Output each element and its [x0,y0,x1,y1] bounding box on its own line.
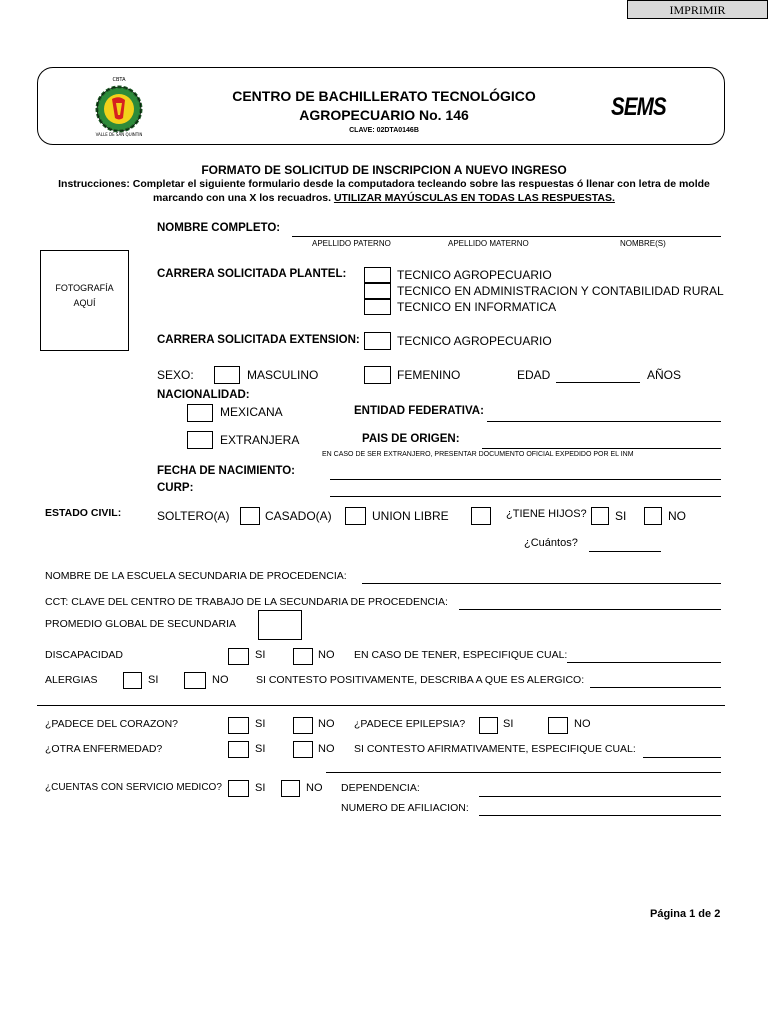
entidad-field[interactable] [487,421,721,422]
discapacidad-si-label: SI [255,649,266,661]
alergias-field[interactable] [590,687,721,688]
nombre-label: NOMBRE COMPLETO: [157,222,281,234]
instructions-line1: Instrucciones: Completar el siguiente formulario desde la computadora tecleando sobre las respuestas ó llenar con letra de molde [58,178,710,190]
instructions-underlined: UTILIZAR MAYÚSCULAS EN TODAS LAS RESPUESTAS. [333,192,615,204]
corazon-label: ¿PADECE DEL CORAZON? [45,718,179,730]
apellido-paterno-label: APELLIDO PATERNO [312,239,391,248]
servicio-no-checkbox[interactable] [281,780,300,797]
mexicana-label: MEXICANA [220,405,283,419]
masculino-checkbox[interactable] [214,366,240,384]
extranjera-label: EXTRANJERA [220,433,300,447]
otra-si-label: SI [255,743,266,755]
cct-field[interactable] [459,609,721,610]
extranjero-note: EN CASO DE SER EXTRANJERO, PRESENTAR DOCUMENTO OFICIAL EXPEDIDO POR EL INM [322,451,634,458]
page-number: Página 1 de 2 [650,908,721,920]
header-title-line1: CENTRO DE BACHILLERATO TECNOLÓGICO [232,88,536,104]
soltero-checkbox[interactable] [240,507,260,525]
afiliacion-field[interactable] [479,815,721,816]
carrera-option-2: TECNICO EN ADMINISTRACION Y CONTABILIDAD RURAL [397,284,724,298]
corazon-no-checkbox[interactable] [293,717,313,734]
alergias-si-checkbox[interactable] [123,672,142,689]
svg-text:CBTA: CBTA [112,77,126,83]
discapacidad-no-checkbox[interactable] [293,648,313,665]
promedio-label: PROMEDIO GLOBAL DE SECUNDARIA [45,618,236,630]
afiliacion-label: NUMERO DE AFILIACION: [341,802,469,814]
otra-especifique: SI CONTESTO AFIRMATIVAMENTE, ESPECIFIQUE CUAL: [354,743,636,755]
union-libre-label: UNION LIBRE [372,509,449,523]
cct-label: CCT: CLAVE DEL CENTRO DE TRABAJO DE LA SECUNDARIA DE PROCEDENCIA: [45,596,448,608]
epilepsia-no-label: NO [574,718,591,730]
carrera-option-3: TECNICO EN INFORMATICA [397,300,557,314]
otra-no-checkbox[interactable] [293,741,313,758]
hijos-no-label: NO [668,509,686,523]
svg-text:VALLE DE SAN QUINTIN: VALLE DE SAN QUINTIN [95,132,143,137]
sexo-label: SEXO: [157,368,194,382]
mexicana-checkbox[interactable] [187,404,213,422]
alergias-si-label: SI [148,674,159,686]
sems-logo: SEMS [611,93,666,121]
alergias-label: ALERGIAS [45,674,98,686]
nombre-field[interactable] [292,236,721,237]
edad-field[interactable] [556,382,640,383]
photo-label-line2: AQUÍ [73,298,96,308]
corazon-si-checkbox[interactable] [228,717,249,734]
alergias-no-checkbox[interactable] [184,672,206,689]
otra-enfermedad-label: ¿OTRA ENFERMEDAD? [45,743,163,755]
hijos-no-checkbox[interactable] [644,507,662,525]
fecha-label: FECHA DE NACIMIENTO: [157,465,295,477]
carrera-agropecuario-checkbox[interactable] [364,267,391,283]
casado-label: CASADO(A) [265,509,332,523]
epilepsia-label: ¿PADECE EPILEPSIA? [354,718,466,730]
photo-label-line1: FOTOGRAFÍA [55,283,114,293]
discapacidad-si-checkbox[interactable] [228,648,249,665]
epilepsia-si-label: SI [503,718,514,730]
femenino-label: FEMENINO [397,368,461,382]
hijos-si-label: SI [615,509,627,523]
otra-no-label: NO [318,743,335,755]
carrera-option-1: TECNICO AGROPECUARIO [397,268,552,282]
anos-label: AÑOS [647,368,682,382]
dependencia-field[interactable] [479,796,721,797]
carrera-extension-label: CARRERA SOLICITADA EXTENSION: [157,334,360,346]
cuantos-field[interactable] [589,551,661,552]
pais-label: PAIS DE ORIGEN: [362,433,460,445]
servicio-si-checkbox[interactable] [228,780,249,797]
instructions-plain: marcando con una X los recuadros. [153,192,334,204]
discapacidad-label: DISCAPACIDAD [45,649,123,661]
nombres-label: NOMBRE(S) [620,239,666,248]
hijos-si-checkbox[interactable] [591,507,609,525]
cuantos-label: ¿Cuántos? [524,537,578,549]
print-button[interactable]: IMPRIMIR [627,0,768,19]
escuela-label: NOMBRE DE LA ESCUELA SECUNDARIA DE PROCEDENCIA: [45,570,347,582]
alergias-describa: SI CONTESTO POSITIVAMENTE, DESCRIBA A QUE ES ALERGICO: [256,674,585,686]
promedio-field[interactable] [258,610,302,640]
carrera-extension-option: TECNICO AGROPECUARIO [397,334,552,348]
epilepsia-si-checkbox[interactable] [479,717,498,734]
alergias-no-label: NO [212,674,229,686]
escuela-field[interactable] [362,583,721,584]
masculino-label: MASCULINO [247,368,319,382]
entidad-label: ENTIDAD FEDERATIVA: [354,405,484,417]
discapacidad-field[interactable] [567,662,721,663]
corazon-si-label: SI [255,718,266,730]
curp-field[interactable] [330,496,721,497]
union-libre-checkbox[interactable] [471,507,491,525]
discapacidad-no-label: NO [318,649,335,661]
otra-field-1[interactable] [643,757,721,758]
instructions-line2 [0,192,768,204]
servicio-si-label: SI [255,782,266,794]
fecha-field[interactable] [330,479,721,480]
otra-field-2[interactable] [326,772,721,773]
tiene-hijos-label: ¿TIENE HIJOS? [506,508,587,520]
header-clave: CLAVE: 02DTA0146B [349,127,419,134]
curp-label: CURP: [157,482,194,494]
carrera-administracion-checkbox[interactable] [364,283,391,299]
pais-field[interactable] [482,448,721,449]
section-divider [37,705,725,706]
discapacidad-especifique: EN CASO DE TENER, ESPECIFIQUE CUAL: [354,649,568,661]
estado-civil-label: ESTADO CIVIL: [45,507,122,519]
apellido-materno-label: APELLIDO MATERNO [448,239,529,248]
corazon-no-label: NO [318,718,335,730]
header-title-line2: AGROPECUARIO No. 146 [299,107,469,123]
otra-si-checkbox[interactable] [228,741,249,758]
carrera-informatica-checkbox[interactable] [364,299,391,315]
servicio-medico-label: ¿CUENTAS CON SERVICIO MEDICO? [45,782,222,793]
form-title: FORMATO DE SOLICITUD DE INSCRIPCION A NUEVO INGRESO [201,163,567,177]
edad-label: EDAD [517,368,551,382]
carrera-extension-checkbox[interactable] [364,332,391,350]
servicio-no-label: NO [306,782,323,794]
extranjera-checkbox[interactable] [187,431,213,449]
dependencia-label: DEPENDENCIA: [341,782,420,794]
nacionalidad-label: NACIONALIDAD: [157,389,250,401]
carrera-plantel-label: CARRERA SOLICITADA PLANTEL: [157,268,347,280]
epilepsia-no-checkbox[interactable] [548,717,568,734]
femenino-checkbox[interactable] [364,366,391,384]
casado-checkbox[interactable] [345,507,366,525]
soltero-label: SOLTERO(A) [157,509,230,523]
